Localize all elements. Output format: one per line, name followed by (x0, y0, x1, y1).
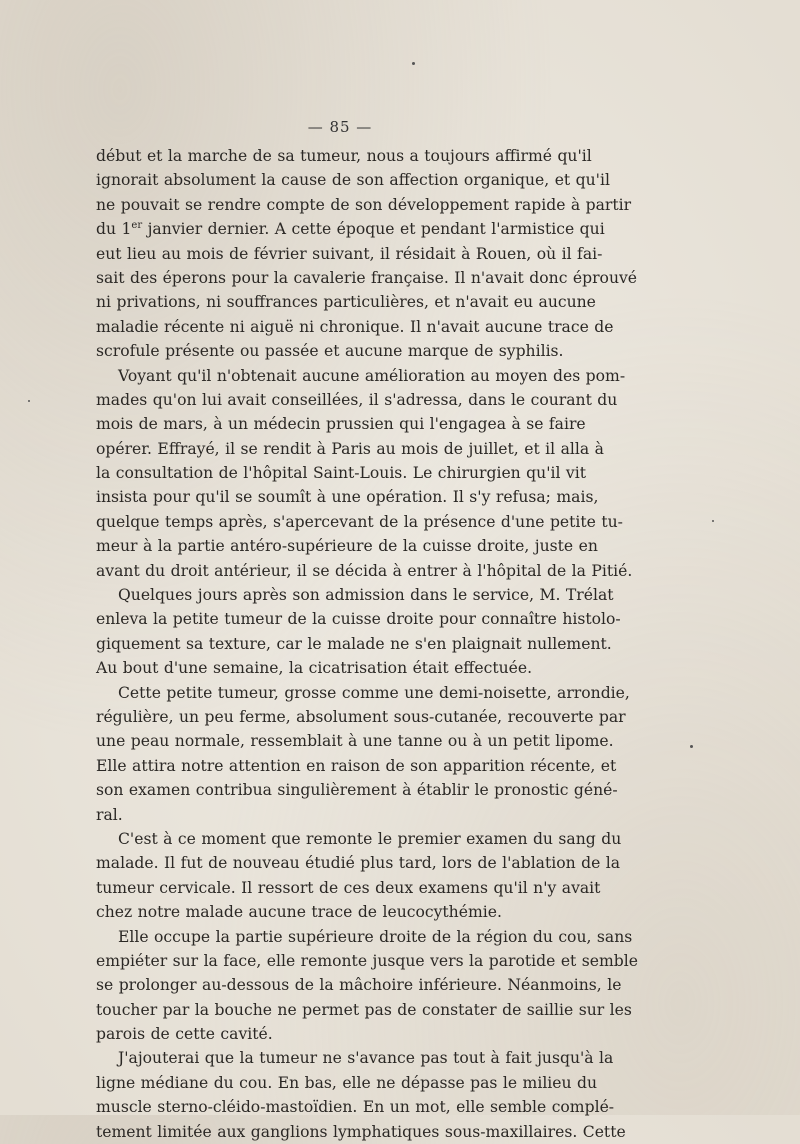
body-text (96, 144, 638, 1144)
page-number: — 85 — (307, 118, 373, 136)
text-line: giquement sa texture, car le malade ne s'en plaignait nullement. (96, 634, 612, 653)
text-line: empiéter sur la face, elle remonte jusque vers la parotide et semble (96, 951, 638, 970)
text-line: insista pour qu'il se soumît à une opération. Il s'y refusa; mais, (96, 488, 599, 507)
text-line: Quelques jours après son admission dans le service, M. Trélat (118, 586, 614, 605)
text-line: Elle attira notre attention en raison de son apparition récente, et (96, 756, 617, 775)
text-line: muscle sterno-cléido-mastoïdien. En un mot, elle semble complé- (96, 1098, 615, 1117)
text-line: scrofule présente ou passée et aucune marque de syphilis. (96, 342, 564, 361)
text-line: maladie récente ni aiguë ni chronique. Il n'avait aucune trace de (96, 317, 614, 336)
text-line: opérer. Effrayé, il se rendit à Paris au mois de juillet, et il alla à (96, 439, 604, 458)
text-line: une peau normale, ressemblait à une tanne ou à un petit lipome. (96, 732, 614, 751)
text-line: ni privations, ni souffrances particulières, et n'avait eu aucune (96, 293, 596, 312)
text-line: mades qu'on lui avait conseillées, il s'adressa, dans le courant du (96, 390, 618, 409)
text-line: ligne médiane du cou. En bas, elle ne dépasse pas le milieu du (96, 1073, 598, 1092)
paper-speck (690, 745, 693, 748)
text-line: Au bout d'une semaine, la cicatrisation était effectuée. (96, 659, 533, 678)
text-line: ral. (96, 805, 123, 824)
text-line: Elle occupe la partie supérieure droite de la région du cou, sans (118, 927, 633, 946)
text-line: C'est à ce moment que remonte le premier examen du sang du (118, 829, 622, 848)
text-line: toucher par la bouche ne permet pas de constater de saillie sur les (96, 1000, 632, 1019)
text-line: J'ajouterai que la tumeur ne s'avance pas tout à fait jusqu'à la (118, 1049, 614, 1068)
text-line: régulière, un peu ferme, absolument sous-cutanée, recouverte par (96, 707, 626, 726)
text-line: parois de cette cavité. (96, 1025, 273, 1044)
text-line: avant du droit antérieur, il se décida à entrer à l'hôpital de la Pitié. (96, 561, 633, 580)
paper-speck (412, 62, 415, 65)
text-line: quelque temps après, s'apercevant de la présence d'une petite tu- (96, 512, 623, 531)
text-line: tement limitée aux ganglions lymphatiques sous-maxillaires. Cette (96, 1122, 626, 1141)
text-line: chez notre malade aucune trace de leucocythémie. (96, 903, 502, 922)
text-line: sait des éperons pour la cavalerie française. Il n'avait donc éprouvé (96, 268, 638, 287)
paper-speck (28, 400, 30, 402)
text-line: se prolonger au-dessous de la mâchoire inférieure. Néanmoins, le (96, 976, 622, 995)
text-line: enleva la petite tumeur de la cuisse droite pour connaître histolo- (96, 610, 621, 629)
text-line: du 1er janvier dernier. A cette époque et pendant l'armistice qui (96, 219, 605, 239)
text-line: malade. Il fut de nouveau étudié plus tard, lors de l'ablation de la (96, 854, 621, 873)
text-line: Voyant qu'il n'obtenait aucune amélioration au moyen des pom- (118, 366, 626, 385)
text-line: la consultation de l'hôpital Saint-Louis. Le chirurgien qu'il vit (96, 464, 586, 483)
text-line: mois de mars, à un médecin prussien qui l'engagea à se faire (96, 415, 586, 434)
text-line: ne pouvait se rendre compte de son développement rapide à partir (96, 195, 632, 214)
paper-speck (712, 520, 714, 522)
text-line: meur à la partie antéro-supérieure de la cuisse droite, juste en (96, 537, 598, 556)
text-line: début et la marche de sa tumeur, nous a toujours affirmé qu'il (96, 147, 592, 165)
text-line: eut lieu au mois de février suivant, il résidait à Rouen, où il fai- (96, 244, 603, 263)
text-line: ignorait absolument la cause de son affection organique, et qu'il (96, 171, 610, 190)
text-line: tumeur cervicale. Il ressort de ces deux examens qu'il n'y avait (96, 878, 601, 897)
text-line: Cette petite tumeur, grosse comme une demi-noisette, arrondie, (118, 683, 630, 702)
text-line: son examen contribua singulièrement à établir le pronostic géné- (96, 781, 618, 800)
